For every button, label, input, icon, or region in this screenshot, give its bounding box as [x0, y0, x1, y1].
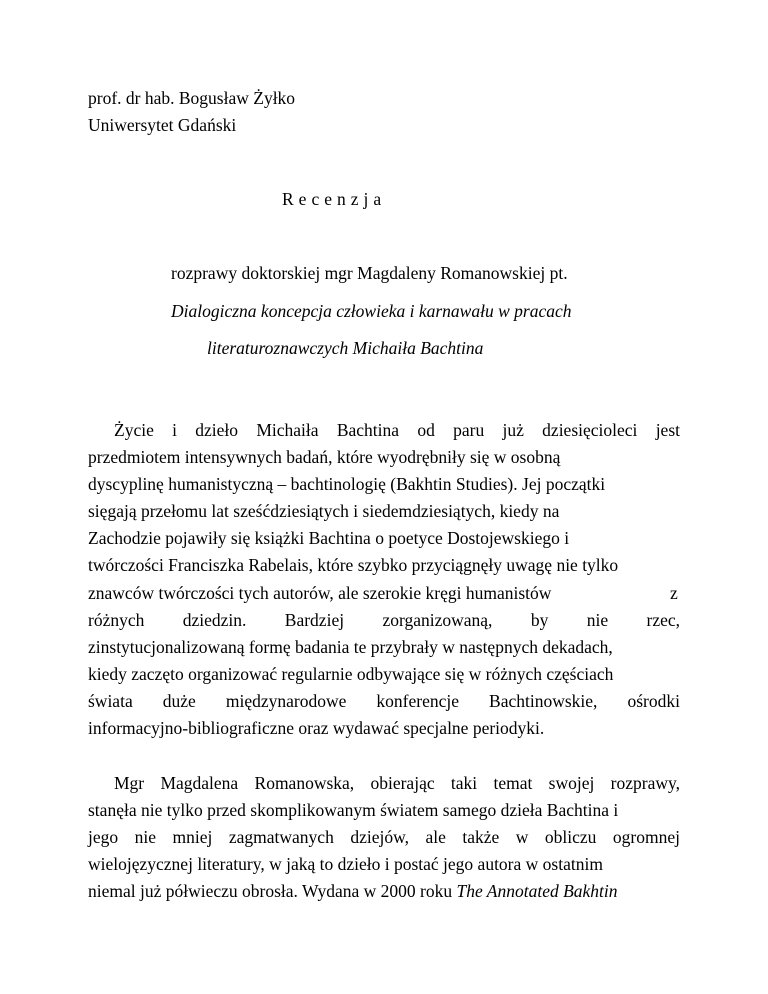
paragraph1-line-7: znawców twórczości tych autorów, ale szerokie kręgi humanistów	[88, 583, 552, 603]
justified-line: jego nie mniej zagmatwanych dziejów, ale także w obliczu ogromnej	[88, 827, 680, 847]
paragraph2-line-5	[88, 880, 618, 902]
paragraph2-line-2: stanęła nie tylko przed skomplikowanym światem samego dzieła Bachtina i	[88, 800, 619, 820]
paragraph1-line-4: sięgają przełomu lat sześćdziesiątych i siedemdziesiątych, kiedy na	[88, 501, 560, 521]
paragraph1-line-3: dyscyplinę humanistyczną – bachtinologię (Bakhtin Studies). Jej początki	[88, 474, 606, 494]
paragraph1-line-9: zinstytucjonalizowaną formę badania te przybrały w następnych dekadach,	[88, 637, 613, 657]
author-name: prof. dr hab. Bogusław Żyłko	[88, 88, 296, 108]
paragraph1-line-2: przedmiotem intensywnych badań, które wyodrębniły się w osobną	[88, 447, 561, 467]
paragraph1-line-10: kiedy zaczęto organizować regularnie odbywające się w różnych częściach	[88, 664, 614, 684]
paragraph1-line-11	[88, 690, 680, 712]
justified-line: Mgr Magdalena Romanowska, obierając taki temat swojej rozprawy,	[114, 773, 680, 793]
paragraph2-line-4: wielojęzycznej literatury, w jaką to dzieło i postać jego autora w ostatnim	[88, 854, 603, 874]
justified-line: świata duże międzynarodowe konferencje Bachtinowskie, ośrodki	[88, 691, 680, 711]
document-title: Recenzja	[282, 189, 387, 209]
paragraph2-line-1	[114, 772, 680, 794]
paragraph1-line-7-tail: z	[670, 583, 678, 603]
paragraph1-line-8	[88, 609, 680, 631]
paragraph1-line-12: informacyjno-bibliograficzne oraz wydawać specjalne periodyki.	[88, 718, 545, 738]
dissertation-title-line-2: literaturoznawczych Michaiła Bachtina	[207, 338, 484, 358]
book-title: The Annotated Bakhtin	[456, 881, 618, 901]
paragraph2-line-3	[88, 826, 680, 848]
affiliation: Uniwersytet Gdański	[88, 115, 237, 135]
paragraph2-text: niemal już półwieczu obrosła. Wydana w 2000 roku	[88, 881, 457, 901]
paragraph1-line-5: Zachodzie pojawiły się książki Bachtina o poetyce Dostojewskiego i	[88, 528, 570, 548]
paragraph1-line-6: twórczości Franciszka Rabelais, które szybko przyciągnęły uwagę nie tylko	[88, 555, 619, 575]
justified-line: różnych dziedzin. Bardziej zorganizowaną, by nie rzec,	[88, 610, 680, 630]
dissertation-title-line-1: Dialogiczna koncepcja człowieka i karnawału w pracach	[171, 301, 572, 321]
paragraph1-line-1	[114, 419, 680, 441]
subject-line-1: rozprawy doktorskiej mgr Magdaleny Romanowskiej pt.	[171, 263, 568, 283]
paragraph1-text: Życie i dzieło Michaiła Bachtina od paru już dziesięcioleci jest	[114, 420, 680, 440]
